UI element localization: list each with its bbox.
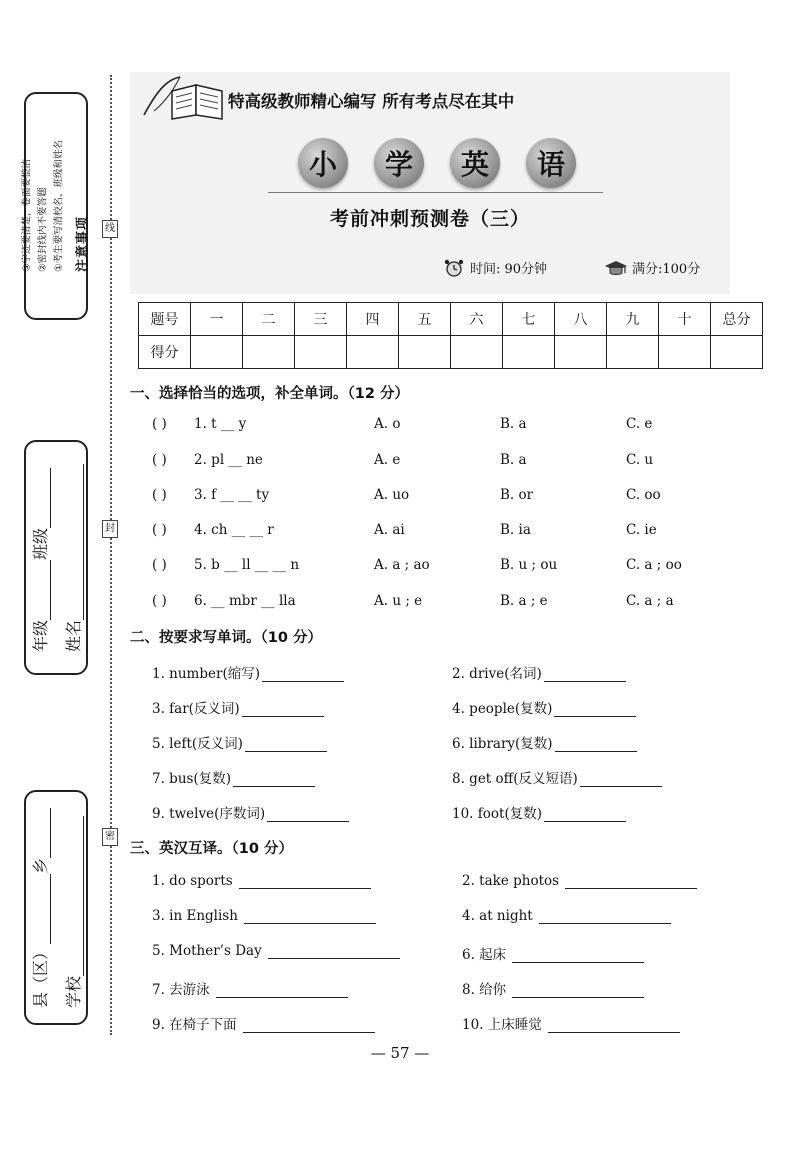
name-field[interactable] [68, 463, 84, 619]
option-b: B. or [500, 487, 534, 503]
county-field[interactable] [35, 874, 51, 944]
answer-blank[interactable] [548, 1018, 680, 1033]
option-c: C. a ; a [626, 593, 674, 609]
grade-name-box [24, 440, 88, 675]
item-prompt: 2. take photos [462, 873, 560, 889]
answer-blank[interactable] [580, 772, 662, 787]
school-label: 学校 [64, 975, 83, 1008]
county-label: 县（区） [31, 943, 50, 1008]
answer-blank[interactable] [512, 948, 644, 963]
item-prompt: 5. left(反义词) [152, 736, 243, 752]
county-school-box [24, 790, 88, 1025]
answer-blank[interactable] [512, 983, 644, 998]
table-cell: 总分 [711, 303, 763, 336]
answer-blank[interactable] [262, 667, 344, 682]
write-item [152, 767, 315, 787]
translate-item [462, 943, 644, 963]
main-title [298, 138, 576, 188]
write-item [452, 767, 662, 787]
notes-box [21, 92, 91, 320]
binding-dotted-line [110, 75, 112, 1035]
graduation-cap-icon [604, 259, 628, 277]
title-char-1: 小 [298, 138, 348, 188]
score-cell[interactable] [243, 336, 295, 369]
option-a: A. a ; ao [374, 557, 430, 573]
answer-blank[interactable] [267, 807, 349, 822]
write-item [452, 662, 626, 682]
notes-title: 注意事项 [75, 216, 91, 273]
score-cell[interactable] [347, 336, 399, 369]
title-char-2: 学 [374, 138, 424, 188]
item-prompt: 6. 起床 [462, 947, 507, 963]
item-prompt: 7. bus(复数) [152, 771, 231, 787]
answer-paren[interactable]: ( ) [152, 557, 167, 573]
write-item [152, 662, 344, 682]
section-2-title: 二、按要求写单词。（10 分） [130, 630, 322, 646]
item-prompt: 4. people(复数) [452, 701, 553, 717]
translate-item [152, 908, 376, 924]
item-prompt: 4. at night [462, 908, 533, 924]
write-item [452, 697, 636, 717]
title-char-3: 英 [450, 138, 500, 188]
answer-blank[interactable] [544, 807, 626, 822]
answer-blank[interactable] [565, 874, 697, 889]
exam-time-text: 时间: 90分钟 [470, 262, 548, 277]
table-cell: 七 [503, 303, 555, 336]
name-label: 姓名 [64, 619, 83, 652]
answer-blank[interactable] [539, 909, 671, 924]
answer-blank[interactable] [243, 1018, 375, 1033]
title-char-4: 语 [526, 138, 576, 188]
town-label: 乡 [31, 857, 50, 874]
slogan: 特高级教师精心编写 所有考点尽在其中 [228, 92, 515, 111]
translate-item [152, 873, 371, 889]
full-score-text: 满分:100分 [632, 262, 701, 277]
grade-label: 年级 [31, 619, 50, 652]
option-b: B. a [500, 452, 527, 468]
score-cell[interactable] [399, 336, 451, 369]
option-c: C. u [626, 452, 654, 468]
score-cell[interactable] [503, 336, 555, 369]
answer-blank[interactable] [239, 874, 371, 889]
bind-mark-secret: 密 [102, 828, 118, 846]
question-text: 1. t __ y [194, 416, 247, 432]
translate-item [462, 873, 697, 889]
option-b: B. a [500, 416, 527, 432]
answer-blank[interactable] [216, 983, 348, 998]
table-cell: 八 [555, 303, 607, 336]
item-prompt: 10. 上床睡觉 [462, 1017, 542, 1033]
option-a: A. uo [374, 487, 410, 503]
item-prompt: 7. 去游泳 [152, 982, 210, 998]
score-table-score-row [139, 336, 763, 369]
item-prompt: 10. foot(复数) [452, 806, 542, 822]
score-cell[interactable] [607, 336, 659, 369]
item-prompt: 3. far(反义词) [152, 701, 240, 717]
class-field[interactable] [35, 467, 51, 527]
table-cell: 一 [191, 303, 243, 336]
translate-item [152, 978, 348, 998]
translate-item [152, 1013, 375, 1033]
translate-item [152, 943, 400, 959]
table-cell: 十 [659, 303, 711, 336]
question-text: 4. ch __ __ r [194, 522, 274, 538]
bind-mark-seal: 封 [102, 520, 118, 538]
item-prompt: 1. do sports [152, 873, 233, 889]
option-b: B. a ; e [500, 593, 548, 609]
answer-blank[interactable] [268, 944, 400, 959]
option-b: B. u ; ou [500, 557, 558, 573]
answer-blank[interactable] [554, 702, 636, 717]
grade-field[interactable] [35, 559, 51, 619]
item-prompt: 5. Mother’s Day [152, 943, 262, 959]
score-cell[interactable] [659, 336, 711, 369]
option-a: A. e [374, 452, 401, 468]
town-field[interactable] [35, 807, 51, 857]
table-cell: 六 [451, 303, 503, 336]
answer-blank[interactable] [245, 737, 327, 752]
table-cell: 得分 [139, 336, 191, 369]
answer-blank[interactable] [242, 702, 324, 717]
question-text: 2. pl __ ne [194, 452, 263, 468]
table-cell: 二 [243, 303, 295, 336]
answer-blank[interactable] [555, 737, 637, 752]
answer-blank[interactable] [233, 772, 315, 787]
school-field[interactable] [68, 816, 84, 976]
item-prompt: 6. library(复数) [452, 736, 553, 752]
item-prompt: 8. get off(反义短语) [452, 771, 578, 787]
option-c: C. oo [626, 487, 661, 503]
class-label: 班级 [31, 527, 50, 560]
question-text: 5. b __ ll __ __ n [194, 557, 300, 573]
exam-subtitle: 考前冲刺预测卷（三） [329, 208, 530, 230]
option-a: A. u ; e [374, 593, 423, 609]
item-prompt: 9. twelve(序数词) [152, 806, 266, 822]
score-cell[interactable] [711, 336, 763, 369]
option-a: A. ai [374, 522, 405, 538]
section-1-title: 一、选择恰当的选项，补全单词。（12 分） [130, 386, 409, 402]
item-prompt: 1. number(缩写) [152, 666, 260, 682]
exam-time [442, 258, 547, 277]
table-cell: 三 [295, 303, 347, 336]
translate-item [462, 978, 644, 998]
score-cell[interactable] [555, 336, 607, 369]
option-c: C. e [626, 416, 653, 432]
score-cell[interactable] [451, 336, 503, 369]
score-table-header-row [139, 303, 763, 336]
question-text: 3. f __ __ ty [194, 487, 270, 503]
item-prompt: 8. 给你 [462, 982, 507, 998]
table-cell: 九 [607, 303, 659, 336]
table-cell: 四 [347, 303, 399, 336]
write-item [152, 697, 324, 717]
write-item [452, 732, 637, 752]
score-cell[interactable] [191, 336, 243, 369]
alarm-clock-icon [442, 259, 466, 277]
answer-paren[interactable]: ( ) [152, 487, 167, 503]
translate-item [462, 908, 671, 924]
answer-paren[interactable]: ( ) [152, 593, 167, 609]
answer-blank[interactable] [244, 909, 376, 924]
write-item [152, 732, 327, 752]
answer-paren[interactable]: ( ) [152, 522, 167, 538]
option-b: B. ia [500, 522, 531, 538]
question-text: 6. __ mbr __ lla [194, 593, 296, 609]
translate-item [462, 1013, 680, 1033]
note-1: ①考生要写清校名、班级和姓名 [53, 139, 65, 273]
section-3-title: 三、英汉互译。（10 分） [130, 841, 293, 857]
note-3: ③字迹要清楚，卷面要整洁 [21, 158, 33, 273]
table-cell: 题号 [139, 303, 191, 336]
option-c: C. ie [626, 522, 657, 538]
write-item [452, 802, 626, 822]
title-divider [268, 192, 603, 193]
book-quill-icon [140, 75, 226, 121]
write-item [152, 802, 349, 822]
option-a: A. o [374, 416, 401, 432]
score-table [138, 302, 763, 369]
bind-mark-line: 线 [102, 220, 118, 238]
note-2: ②密封线内不要答题 [37, 187, 49, 273]
table-cell: 五 [399, 303, 451, 336]
score-cell[interactable] [295, 336, 347, 369]
answer-paren[interactable]: ( ) [152, 452, 167, 468]
full-score [604, 258, 700, 277]
item-prompt: 3. in English [152, 908, 238, 924]
answer-blank[interactable] [544, 667, 626, 682]
page-number: — 57 — [370, 1044, 430, 1062]
item-prompt: 2. drive(名词) [452, 666, 542, 682]
option-c: C. a ; oo [626, 557, 682, 573]
item-prompt: 9. 在椅子下面 [152, 1017, 237, 1033]
answer-paren[interactable]: ( ) [152, 416, 167, 432]
